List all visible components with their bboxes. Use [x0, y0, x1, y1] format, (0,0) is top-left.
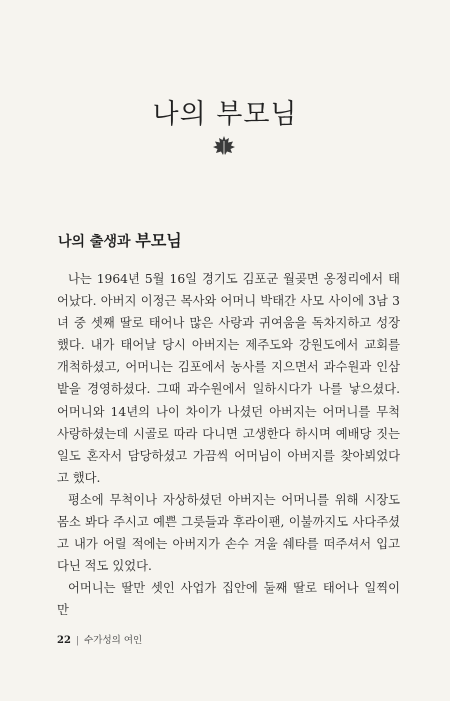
section-title	[58, 228, 182, 251]
section-title-large: 부모님	[135, 231, 182, 250]
page-footer	[57, 632, 142, 646]
footer-separator: |	[75, 635, 80, 646]
section-title-small: 나의 출생과	[58, 234, 131, 250]
chapter-title: 나의 부모님	[152, 99, 298, 130]
leaf-icon	[212, 135, 236, 157]
body-text	[57, 268, 400, 622]
page-number: 22	[57, 635, 71, 646]
paragraph-3: 어머니는 딸만 셋인 사업가 집안에 둘째 딸로 태어나 일찍이 만	[57, 581, 400, 618]
paragraph-1: 나는 1964년 5월 16일 경기도 김포군 월곶면 옹정리에서 태어났다. 아버지 이정근 목사와 어머니 박태간 사모 사이에 3남 3녀 중 셋째 딸로 태어나 많은 사랑과 귀여움을 독차지하고 성장했다. 내가 태어날 당시 아버지는 제주도와 강원도에서 교회를 개척하셨고, 어머니는 김포에서 농사를 지으면서 과수원과 인삼밭을 경영하셨다. 그때 과수원에서 일하시다가 나를 낳으셨다. 어머니와 14년의 나이 차이가 나셨던 아버지는 어머니를 무척 사랑하셨는데 시골로 따라 다니면 고생한다 하시며 예배당 짓는 일도 혼자서 담당하셨고 가끔씩 어머님이 아버지를 찾아뵈었다고 했다.	[57, 272, 400, 485]
book-title: 수가성의 여인	[84, 635, 143, 646]
paragraph-2: 평소에 무척이나 자상하셨던 아버지는 어머니를 위해 시장도 몸소 봐다 주시고 예쁜 그릇들과 후라이팬, 이불까지도 사다주셨고 내가 어릴 적에는 아버지가 손수 겨울 쉐타를 떠주셔서 입고 다닌 적도 있었다.	[57, 492, 400, 574]
